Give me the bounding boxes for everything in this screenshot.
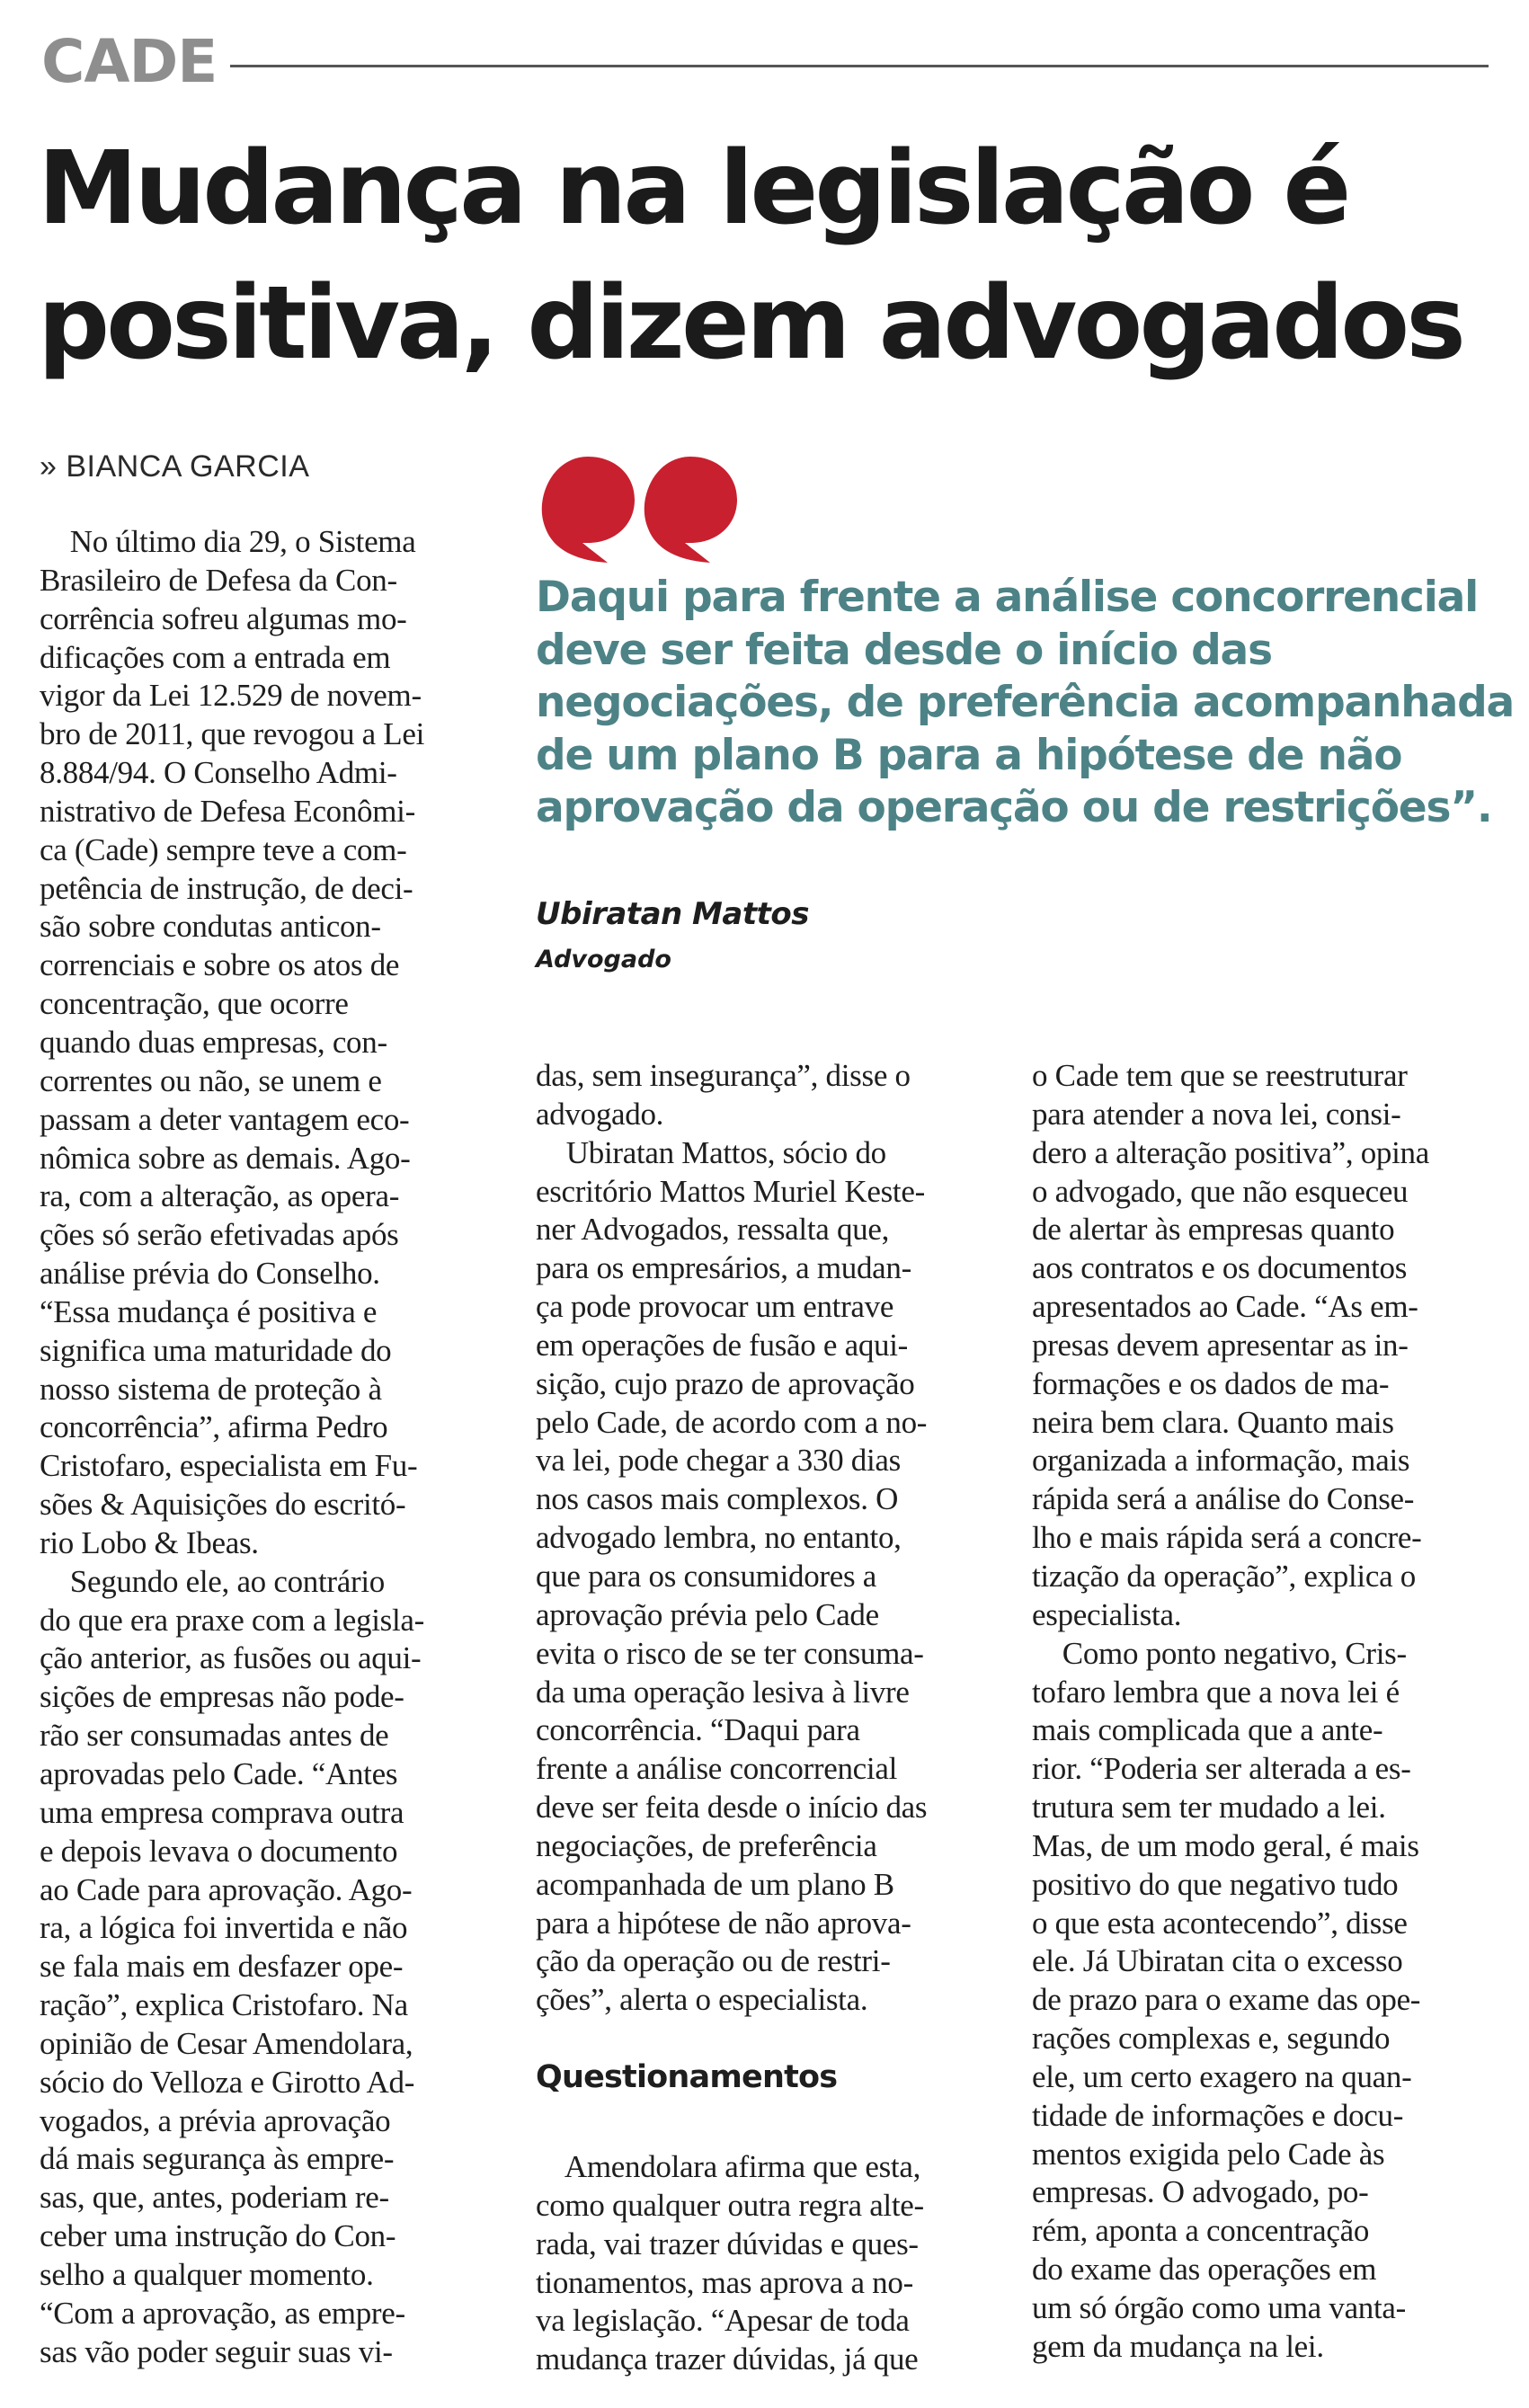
- article-line: ção da operação ou de restri-: [536, 1943, 891, 1979]
- article-line: e depois levava o documento: [40, 1833, 398, 1869]
- pull-quote-line: de um plano B para a hipótese de não: [536, 730, 1402, 780]
- article-line: selho a qualquer momento.: [40, 2256, 374, 2292]
- article-line: “Essa mudança é positiva e: [40, 1293, 378, 1329]
- article-line: mentos exigida pelo Cade às: [1032, 2136, 1385, 2172]
- article-line: Cristofaro, especialista em Fu-: [40, 1448, 418, 1484]
- headline-line: positiva, dizem advogados: [38, 265, 1462, 382]
- article-line: opinião de Cesar Amendolara,: [40, 2025, 413, 2061]
- article-line: nistrativo de Defesa Econômi-: [40, 793, 415, 829]
- article-line: rio Lobo & Ibeas.: [40, 1524, 259, 1560]
- article-line: tização da operação”, explica o: [1032, 1558, 1416, 1594]
- article-line: ele, um certo exagero na quan-: [1032, 2058, 1412, 2094]
- article-line: concorrência. “Daqui para: [536, 1712, 860, 1748]
- article-line: quando duas empresas, con-: [40, 1024, 387, 1060]
- article-line: rão ser consumadas antes de: [40, 1718, 389, 1754]
- article-line: ções”, alerta o especialista.: [536, 1982, 868, 2018]
- article-line: ceber uma instrução do Con-: [40, 2218, 396, 2254]
- headline: [38, 121, 1462, 391]
- article-line: da uma operação lesiva à livre: [536, 1674, 910, 1710]
- article-line: um só órgão como uma vanta-: [1032, 2290, 1407, 2325]
- article-line: vigor da Lei 12.529 de novem-: [40, 678, 422, 714]
- article-line: formações e os dados de ma-: [1032, 1365, 1390, 1401]
- article-line: lho e mais rápida será a concre-: [1032, 1520, 1422, 1556]
- article-line: advogado lembra, no entanto,: [536, 1520, 902, 1556]
- article-column-2-continued: [536, 2148, 994, 2379]
- article-line: escritório Mattos Muriel Keste-: [536, 1173, 925, 1209]
- article-line: organizada a informação, mais: [1032, 1443, 1410, 1479]
- article-line: petência de instrução, de deci-: [40, 870, 413, 906]
- article-line: Como ponto negativo, Cris-: [1032, 1635, 1407, 1671]
- article-line: rada, vai trazer dúvidas e ques-: [536, 2226, 919, 2261]
- quote-role: Advogado: [536, 946, 671, 973]
- article-line: do que era praxe com a legisla-: [40, 1602, 424, 1638]
- article-line: dificações com a entrada em: [40, 639, 391, 675]
- article-line: que para os consumidores a: [536, 1558, 877, 1594]
- byline: » BIANCA GARCIA: [40, 449, 310, 484]
- article-line: trutura sem ter mudado a lei.: [1032, 1790, 1386, 1826]
- article-line: ção anterior, as fusões ou aqui-: [40, 1640, 422, 1676]
- article-line: ner Advogados, ressalta que,: [536, 1212, 890, 1248]
- article-line: mudança trazer dúvidas, já que: [536, 2341, 919, 2377]
- article-line: em operações de fusão e aqui-: [536, 1327, 909, 1363]
- article-line: Segundo ele, ao contrário: [40, 1563, 385, 1599]
- pull-quote: [536, 572, 1515, 835]
- article-line: concentração, que ocorre: [40, 986, 349, 1022]
- article-line: para os empresários, a mudan-: [536, 1250, 911, 1286]
- article-line: rém, aponta a concentração: [1032, 2213, 1370, 2249]
- article-line: tionamentos, mas aprova a no-: [536, 2264, 913, 2300]
- article-line: de alertar às empresas quanto: [1032, 1212, 1395, 1248]
- article-line: uma empresa comprava outra: [40, 1794, 404, 1830]
- article-column-2: [536, 1057, 994, 2020]
- article-line: sas vão poder seguir suas vi-: [40, 2333, 393, 2369]
- article-line: va lei, pode chegar a 330 dias: [536, 1443, 901, 1479]
- article-line: sição, cujo prazo de aprovação: [536, 1365, 915, 1401]
- article-line: o Cade tem que se reestruturar: [1032, 1058, 1408, 1093]
- article-line: ca (Cade) sempre teve a com-: [40, 831, 407, 867]
- article-line: deve ser feita desde o início das: [536, 1790, 928, 1826]
- article-line: Mas, de um modo geral, é mais: [1032, 1827, 1419, 1863]
- article-line: de prazo para o exame das ope-: [1032, 1982, 1421, 2018]
- article-line: positivo do que negativo tudo: [1032, 1866, 1399, 1902]
- article-line: apresentados ao Cade. “As em-: [1032, 1289, 1418, 1325]
- article-line: Ubiratan Mattos, sócio do: [536, 1134, 886, 1170]
- article-line: dá mais segurança às empre-: [40, 2141, 395, 2177]
- article-line: tofaro lembra que a nova lei é: [1032, 1674, 1400, 1710]
- article-line: são sobre condutas anticon-: [40, 909, 381, 945]
- article-line: do exame das operações em: [1032, 2252, 1377, 2288]
- article-line: como qualquer outra regra alte-: [536, 2187, 924, 2223]
- article-line: acompanhada de um plano B: [536, 1866, 894, 1902]
- article-line: especialista.: [1032, 1596, 1182, 1632]
- article-line: Amendolara afirma que esta,: [536, 2149, 921, 2184]
- pull-quote-line: Daqui para frente a análise concorrencial: [536, 573, 1479, 622]
- article-line: correntes ou não, se unem e: [40, 1062, 382, 1098]
- article-line: tidade de informações e docu-: [1032, 2097, 1404, 2133]
- article-line: ça pode provocar um entrave: [536, 1289, 894, 1325]
- article-line: ções só serão efetivadas após: [40, 1217, 399, 1253]
- article-line: sócio do Velloza e Girotto Ad-: [40, 2064, 415, 2100]
- article-line: advogado.: [536, 1096, 664, 1132]
- article-line: se fala mais em desfazer ope-: [40, 1949, 404, 1985]
- article-line: ração”, explica Cristofaro. Na: [40, 1987, 408, 2023]
- pull-quote-line: deve ser feita desde o início das: [536, 625, 1272, 675]
- article-line: ra, a lógica foi invertida e não: [40, 1910, 408, 1946]
- article-line: vogados, a prévia aprovação: [40, 2102, 391, 2138]
- section-header: [41, 20, 1489, 110]
- article-line: negociações, de preferência: [536, 1827, 877, 1863]
- article-line: dero a alteração positiva”, opina: [1032, 1134, 1429, 1170]
- article-line: correnciais e sobre os atos de: [40, 947, 400, 983]
- article-line: ao Cade para aprovação. Ago-: [40, 1871, 413, 1907]
- article-line: ele. Já Ubiratan cita o excesso: [1032, 1943, 1403, 1979]
- article-line: evita o risco de se ter consuma-: [536, 1635, 924, 1671]
- article-line: análise prévia do Conselho.: [40, 1256, 380, 1292]
- article-line: sições de empresas não pode-: [40, 1679, 404, 1715]
- article-line: aprovadas pelo Cade. “Antes: [40, 1756, 398, 1791]
- article-line: nosso sistema de proteção à: [40, 1371, 382, 1407]
- article-line: presas devem apresentar as in-: [1032, 1327, 1409, 1363]
- article-line: mais complicada que a ante-: [1032, 1712, 1383, 1748]
- article-column-3: [1032, 1057, 1492, 2367]
- article-line: das, sem insegurança”, disse o: [536, 1058, 911, 1093]
- article-line: neira bem clara. Quanto mais: [1032, 1404, 1394, 1440]
- article-line: aprovação prévia pelo Cade: [536, 1596, 879, 1632]
- section-label: CADE: [41, 27, 218, 96]
- pull-quote-line: negociações, de preferência acompanhada: [536, 678, 1515, 728]
- article-line: bro de 2011, que revogou a Lei: [40, 716, 425, 752]
- article-column-1: [40, 523, 498, 2372]
- article-line: aos contratos e os documentos: [1032, 1250, 1408, 1286]
- article-line: nômica sobre as demais. Ago-: [40, 1140, 411, 1176]
- section-rule: [230, 65, 1489, 67]
- article-line: significa uma maturidade do: [40, 1332, 392, 1368]
- article-line: para a hipótese de não aprova-: [536, 1905, 911, 1941]
- article-line: ra, com a alteração, as opera-: [40, 1178, 400, 1214]
- article-line: passam a deter vantagem eco-: [40, 1101, 410, 1137]
- article-line: rior. “Poderia ser alterada a es-: [1032, 1751, 1411, 1787]
- article-line: gem da mudança na lei.: [1032, 2328, 1324, 2364]
- article-line: concorrência”, afirma Pedro: [40, 1409, 388, 1445]
- article-line: pelo Cade, de acordo com a no-: [536, 1404, 928, 1440]
- article-line: sas, que, antes, poderiam re-: [40, 2180, 389, 2216]
- article-line: o advogado, que não esqueceu: [1032, 1173, 1409, 1209]
- article-line: nos casos mais complexos. O: [536, 1481, 899, 1517]
- headline-line: Mudança na legislação é: [38, 130, 1348, 247]
- quote-author: Ubiratan Mattos: [536, 896, 809, 932]
- article-line: o que esta acontecendo”, disse: [1032, 1905, 1408, 1941]
- article-line: rápida será a análise do Conse-: [1032, 1481, 1415, 1517]
- article-line: rações complexas e, segundo: [1032, 2021, 1391, 2057]
- article-line: No último dia 29, o Sistema: [40, 524, 416, 559]
- article-line: “Com a aprovação, as empre-: [40, 2295, 405, 2331]
- article-line: empresas. O advogado, po-: [1032, 2174, 1369, 2210]
- quote-mark-icon: [541, 449, 739, 566]
- pull-quote-line: aprovação da operação ou de restrições”.: [536, 783, 1492, 833]
- subheading: Questionamentos: [536, 2059, 838, 2095]
- article-line: para atender a nova lei, consi-: [1032, 1096, 1401, 1132]
- article-line: sões & Aquisições do escritó-: [40, 1487, 406, 1523]
- article-line: va legislação. “Apesar de toda: [536, 2303, 910, 2339]
- article-line: 8.884/94. O Conselho Admi-: [40, 755, 397, 791]
- article-line: corrência sofreu algumas mo-: [40, 600, 407, 636]
- article-line: Brasileiro de Defesa da Con-: [40, 562, 397, 598]
- article-line: frente a análise concorrencial: [536, 1751, 897, 1787]
